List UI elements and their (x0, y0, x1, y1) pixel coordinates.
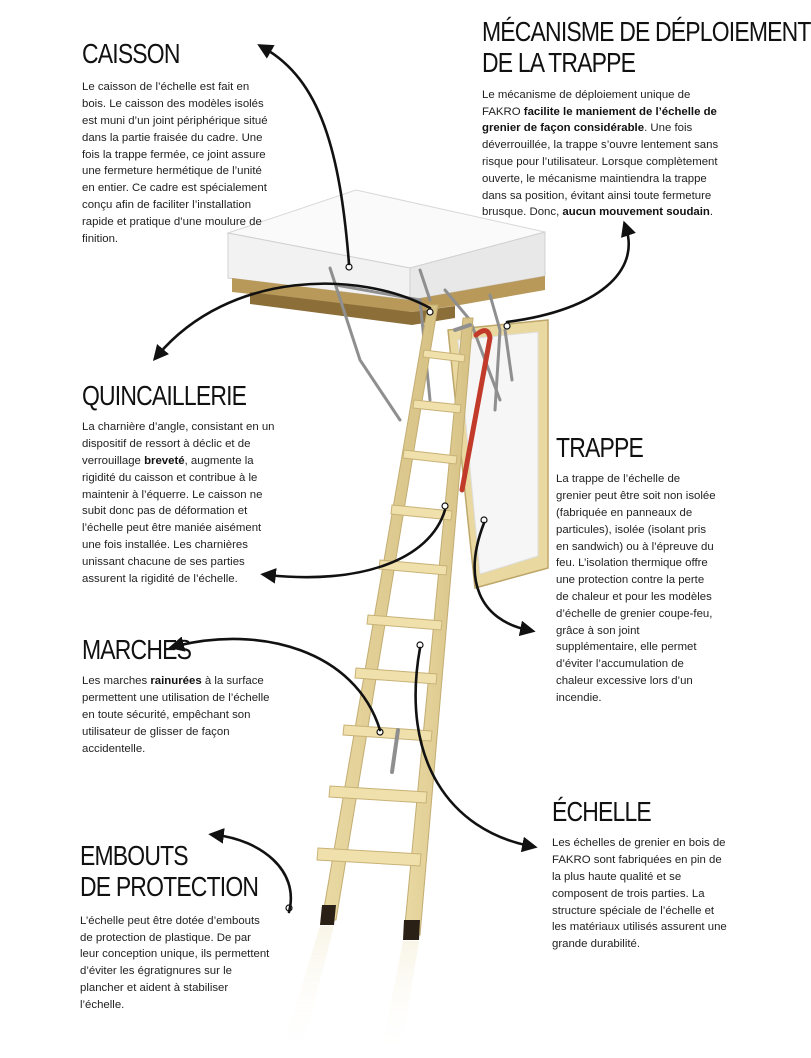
ladder-reflection (280, 926, 419, 1058)
quincaillerie-section (82, 380, 277, 587)
body-text: Les échelles de grenier en bois de FAKRO sont fabriquées en pin de la plus haute qualité et se composent de trois parties. La structure spéciale de l’échelle et les matériaux utilisés assurent une grande durabilité. (552, 837, 727, 951)
caisson-section (82, 38, 272, 247)
body-text: . (709, 206, 714, 219)
body-text: à la surface permettent une utilisation de l’échelle en toute sécurité, empêchant son utilisateur de glisser de façon accidentelle. (82, 675, 270, 755)
emphasis-text: rainurées (150, 675, 202, 688)
trappe-text (556, 471, 716, 706)
body-text: La trappe de l’échelle de grenier peut être soit non isolée (fabriquée en panneaux de particules), isolée (isolant pris en sandwich) ou à l’épreuve du feu. L’isolation thermique offre une protection contre la perte de chaleur et pour les modèles d’échelle de grenier coupe-feu, grâce à son joint supplémentaire, elle permet d’éviter l’accumulation de chaleur excessive lors d’un incendie. (556, 473, 716, 704)
echelle-title: ÉCHELLE (552, 796, 651, 827)
trappe-section (556, 432, 716, 707)
mecanisme-title-line2: DE LA TRAPPE (482, 47, 636, 79)
body-text: . Une fois déverrouillée, la trappe s’ouvre lentement sans risque pour l’utilisateur. Lorsque complètement ouverte, le mécanisme maintiendra la trappe dans sa position, évitant ainsi toute fermeture brusque. Donc, (482, 122, 719, 219)
embouts-text (80, 913, 270, 1014)
echelle-ladder (317, 305, 473, 935)
quincaillerie-text (82, 419, 277, 587)
embouts-title-line1: EMBOUTS (80, 840, 188, 871)
mecanisme-text (482, 87, 732, 221)
body-text: La charnière d’angle, consistant en un dispositif de ressort à déclic et de verrouillage (82, 421, 275, 467)
body-text: Le caisson de l’échelle est fait en bois. Le caisson des modèles isolés est muni d’un joint périphérique situé dans la partie fraisée du cadre. Une fois la trappe fermée, ce joint assure une fermeture hermétique de l’unité en entier. Ce cadre est spécialement conçu afin de faciliter l’installation rapide et pratique d’une moulure de finition. (82, 81, 268, 245)
body-text: L’échelle peut être dotée d’embouts de protection de plastique. De par leur conception unique, ils permettent d’éviter les égratignures sur le plancher et aident à stabiliser l’échelle. (80, 914, 270, 1011)
caisson-title: CAISSON (82, 38, 180, 69)
body-text: Le mécanisme de déploiement unique de FAKRO (482, 88, 691, 118)
body-text: , augmente la rigidité du caisson et contribue à le maintenir à l’équerre. Le caisson ne subit donc pas de déformation et l’échelle peut être maniée aisément une fois installée. Les charnières unissant chacune de ses parties assurent la rigidité de l’échelle. (82, 454, 263, 585)
marches-section (82, 634, 282, 757)
trappe-title: TRAPPE (556, 432, 643, 463)
emphasis-text: breveté (144, 454, 185, 467)
emphasis-text: aucun mouvement soudain (562, 206, 710, 219)
caisson-text (82, 79, 272, 247)
marches-title: MARCHES (82, 634, 192, 665)
embouts-feet (320, 905, 420, 940)
mecanisme-title-line1: MÉCANISME DE DÉPLOIEMENT (482, 16, 811, 47)
echelle-section (552, 796, 728, 953)
embouts-title-line2: DE PROTECTION (80, 871, 259, 903)
emphasis-text: facilite le maniement de l’échelle de grenier de façon considérable (482, 105, 717, 135)
marches-text (82, 673, 282, 757)
mecanisme-section (482, 16, 811, 221)
quincaillerie-title: QUINCAILLERIE (82, 380, 247, 411)
embouts-section (80, 840, 270, 1014)
body-text: Les marches (82, 675, 151, 688)
echelle-text (552, 835, 728, 953)
